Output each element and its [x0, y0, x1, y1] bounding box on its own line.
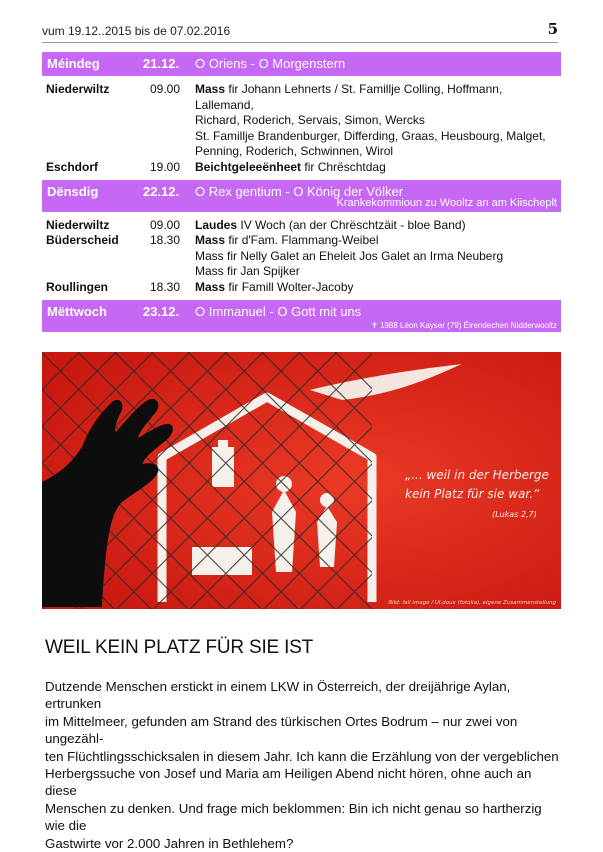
entry-line: IV Woch (an der Chrëschtzäit - bloe Band) [240, 217, 466, 232]
entry-place: Eschdorf [46, 159, 99, 174]
schedule-entry [42, 218, 561, 234]
article-line: Gastwirte vor 2.000 Jahren in Bethlehem? [45, 835, 294, 851]
schedule-entry [42, 280, 561, 296]
article-line: im Mittelmeer, gefunden am Strand des türkischen Ortes Bodrum – nur zwei von ungezähl- [45, 713, 518, 747]
day-feast: O Rex gentium - O König der Völker [195, 183, 404, 199]
day-name: Dënsdig [47, 183, 99, 199]
entry-line: Mass fir Nelly Galet an Eheleit Jos Galet an Irma Neuberg [195, 248, 504, 263]
entry-time: 09.00 [150, 217, 181, 232]
entry-line: Mass fir Jan Spijker [195, 264, 300, 279]
entry-line: Penning, Roderich, Schwinnen, Wirol [195, 144, 394, 159]
entry-line: fir Famill Wolter-Jacoby [228, 279, 354, 294]
page-header [42, 22, 558, 43]
schedule-entry [42, 82, 561, 160]
article-body [45, 678, 561, 852]
entry-place: Niederwiltz [46, 82, 110, 96]
entry-line: fir d'Fam. Flammang-Weibel [228, 233, 379, 248]
day-feast: O Oriens - O Morgenstern [195, 56, 346, 71]
entry-place: Roullingen [46, 279, 108, 294]
banner-credit: Bild: fall image / Ul.doux (fotolia), eigene Zusammenstellung [388, 600, 556, 606]
article-line: ten Flüchtlingsschicksalen in diesem Jahr. Ich kann die Erzählung von der vergeblichen [45, 748, 559, 764]
entry-line: Richard, Roderich, Servais, Simon, Wercks [195, 113, 425, 128]
banner-quote-line2: kein Platz für sie war.“ [405, 487, 540, 501]
christmas-refugee-banner [42, 352, 561, 609]
entry-time: 18.30 [150, 233, 181, 248]
entry-time: 09.00 [150, 82, 181, 96]
day-entries [42, 76, 561, 180]
day-note: ✝ 1988 Léon Kayser (79) Éirendechen Nidderwooltz [371, 320, 557, 330]
day-bar-wednesday [42, 300, 561, 332]
day-date: 23.12. [143, 303, 180, 319]
day-feast: O Immanuel - O Gott mit uns [195, 303, 362, 319]
entry-type: Beichtgeleeënheet [195, 159, 302, 174]
entry-line: fir Johann Lehnerts / St. Famillje Colling, Hoffmann, Lallemand, [195, 82, 503, 112]
day-name: Mëttwoch [47, 303, 107, 319]
entry-place: Büderscheid [46, 233, 119, 248]
day-entries [42, 212, 561, 300]
entry-place: Niederwiltz [46, 217, 110, 232]
entry-type: Mass [195, 233, 226, 248]
entry-type: Laudes [195, 217, 238, 232]
schedule-entry [42, 160, 561, 176]
entry-line: St. Famillje Brandenburger, Differding, Graas, Heusbourg, Malget, [195, 128, 546, 143]
article-line: Menschen zu denken. Und frage mich beklommen: Bin ich nicht genau so hartherzig wie die [45, 800, 542, 834]
banner-quote-reference: (Lukas 2,7) [492, 510, 537, 519]
article-title: WEIL KEIN PLATZ FÜR SIE IST [45, 637, 314, 658]
entry-time: 19.00 [150, 159, 181, 174]
entry-type: Mass [195, 82, 226, 96]
banner-quote-line1: „... weil in der Herberge [405, 468, 549, 482]
day-note: Krankekommioun zu Wooltz an am Kiischeplt [336, 196, 557, 209]
entry-time: 18.30 [150, 279, 181, 294]
schedule-entry [42, 233, 561, 280]
day-date: 21.12. [143, 56, 180, 71]
page-number: 5 [547, 20, 558, 38]
day-bar-monday [42, 52, 561, 76]
entry-type: Mass [195, 279, 226, 294]
entry-line: fir Chrëschtdag [304, 159, 386, 174]
schedule [42, 52, 561, 332]
day-name: Méindeg [47, 56, 100, 71]
article-line: Dutzende Menschen erstickt in einem LKW in Österreich, der dreijährige Aylan, ertrunken [45, 679, 511, 712]
date-range: vum 19.12..2015 bis de 07.02.2016 [42, 24, 231, 38]
article-line: Herbergssuche von Josef und Maria am Heiligen Abend nicht hören, ohne auch an diese [45, 766, 532, 799]
day-bar-tuesday [42, 180, 561, 212]
day-date: 22.12. [143, 183, 180, 199]
